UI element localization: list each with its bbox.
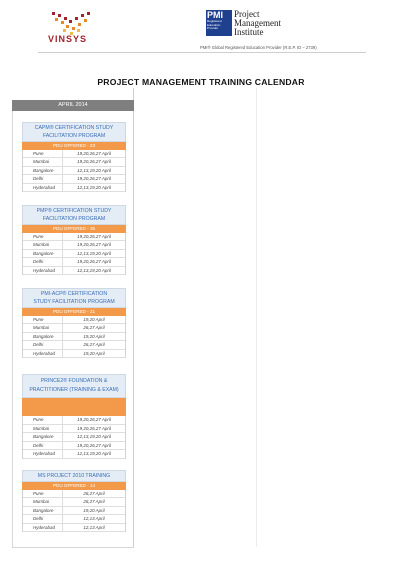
dates-cell: 12,13,19,20 April — [77, 451, 111, 457]
dates-cell: 12,13,19,20 April — [77, 167, 111, 173]
pmi-logo-icon — [206, 10, 232, 36]
city-cell: Bangalore — [23, 333, 63, 341]
program-title-line: FACILITATION PROGRAM — [42, 133, 106, 139]
table-row — [23, 167, 125, 176]
city-cell: Bangalore — [23, 250, 63, 258]
city-cell: Pune — [23, 233, 63, 241]
schedule-table — [22, 233, 126, 276]
dates-cell: 26,27 April — [83, 342, 105, 348]
dates-cell: 26,27 April — [83, 325, 105, 331]
schedule-table — [22, 416, 126, 459]
table-row — [23, 175, 125, 184]
program-title-line: PRINCE2® FOUNDATION & — [40, 378, 108, 384]
program-title-line: FACILITATION PROGRAM — [42, 216, 106, 222]
dates-cell: 19,20 April — [83, 333, 105, 339]
program-block-pmi-acp — [22, 288, 126, 358]
dates-cell: 12,13,19,20 April — [77, 184, 111, 190]
schedule-table — [22, 490, 126, 533]
table-row — [23, 241, 125, 250]
city-cell: Delhi — [23, 175, 63, 183]
pdu-badge: PDU OFFERED - 35 — [22, 225, 126, 233]
table-row — [23, 324, 125, 333]
table-row — [23, 416, 125, 425]
program-title-line: MS PROJECT 2010 TRAINING — [37, 473, 111, 479]
program-block-prince2 — [22, 374, 126, 459]
city-cell: Pune — [23, 316, 63, 324]
pmi-title-line: Management — [234, 18, 281, 28]
pmi-title-line: Institute — [234, 27, 264, 37]
city-cell: Pune — [23, 150, 63, 158]
program-block-ms-project — [22, 470, 126, 532]
table-row — [23, 498, 125, 507]
dates-cell: 19,20 April — [83, 316, 105, 322]
city-cell: Mumbai — [23, 425, 63, 433]
dates-cell: 26,27 April — [83, 490, 105, 496]
program-title — [22, 288, 126, 308]
table-row — [23, 350, 125, 359]
city-cell: Delhi — [23, 258, 63, 266]
dates-cell: 19,20,26,27 April — [77, 159, 111, 165]
city-cell: Hyderabad — [23, 450, 63, 458]
table-row — [23, 158, 125, 167]
table-row — [23, 433, 125, 442]
table-row — [23, 267, 125, 276]
city-cell: Hyderabad — [23, 350, 63, 358]
dates-cell: 26,27 April — [83, 499, 105, 505]
dates-cell: 19,20,26,27 April — [77, 150, 111, 156]
program-title-line: PMI-ACP® CERTIFICATION — [40, 291, 108, 297]
column-guide — [133, 88, 134, 547]
city-cell: Delhi — [23, 515, 63, 523]
table-row — [23, 316, 125, 325]
column-guide — [12, 100, 13, 547]
table-row — [23, 341, 125, 350]
city-cell: Hyderabad — [23, 267, 63, 275]
table-row — [23, 515, 125, 524]
city-cell: Mumbai — [23, 324, 63, 332]
table-row — [23, 233, 125, 242]
dates-cell: 12,13 April — [83, 516, 105, 522]
company-name: VINSYS — [48, 34, 88, 44]
pdu-badge: PDU OFFERED - 23 — [22, 142, 126, 150]
schedule-table — [22, 150, 126, 193]
month-header: APRIL 2014 — [12, 100, 134, 111]
table-row — [23, 442, 125, 451]
dates-cell: 19,20,26,27 April — [77, 425, 111, 431]
program-title — [22, 374, 126, 398]
dates-cell: 19,20,26,27 April — [77, 233, 111, 239]
table-row — [23, 425, 125, 434]
pdu-badge: PDU OFFERED - 14 — [22, 482, 126, 490]
city-cell: Delhi — [23, 341, 63, 349]
page-title: PROJECT MANAGEMENT TRAINING CALENDAR — [97, 77, 305, 87]
column-guide — [256, 88, 257, 547]
table-row — [23, 450, 125, 459]
city-cell: Hyderabad — [23, 184, 63, 192]
table-row — [23, 184, 125, 193]
program-title — [22, 122, 126, 142]
pmi-title — [234, 10, 281, 37]
city-cell: Bangalore — [23, 167, 63, 175]
city-cell: Mumbai — [23, 241, 63, 249]
bottom-divider — [12, 547, 134, 548]
provider-note: PMI® Global Registered Education Provider (R.E.P. ID – 2739) — [200, 45, 317, 50]
dates-cell: 19,20,26,27 April — [77, 242, 111, 248]
city-cell: Mumbai — [23, 498, 63, 506]
pmi-logo-text: PMI — [207, 10, 224, 20]
dates-cell: 19,20,26,27 April — [77, 417, 111, 422]
city-cell: Bangalore — [23, 433, 63, 441]
city-cell: Delhi — [23, 442, 63, 450]
dates-cell: 12,13,19,20 April — [77, 434, 111, 440]
header-divider — [38, 52, 366, 53]
city-cell: Bangalore — [23, 507, 63, 515]
table-row — [23, 258, 125, 267]
table-row — [23, 524, 125, 533]
dates-cell: 19,20,26,27 April — [77, 259, 111, 265]
program-title-line: STUDY FACILITATION PROGRAM — [33, 299, 115, 305]
city-cell: Pune — [23, 490, 63, 498]
table-row — [23, 507, 125, 516]
pmi-logo-sub: Registered Education Provider — [207, 19, 222, 30]
program-title-line: CAPM® CERTIFICATION STUDY — [34, 125, 114, 131]
program-block-pmp — [22, 205, 126, 275]
dates-cell: 19,20 April — [83, 507, 105, 513]
program-title — [22, 205, 126, 225]
dates-cell: 19,20,26,27 April — [77, 176, 111, 182]
dates-cell: 12,13,19,20 April — [77, 250, 111, 256]
dates-cell: 12,13 April — [83, 524, 105, 530]
table-row — [23, 490, 125, 499]
city-cell: Hyderabad — [23, 524, 63, 532]
table-row — [23, 333, 125, 342]
program-title-line: PRACTITIONER (TRAINING & EXAM) — [29, 387, 119, 393]
program-title — [22, 470, 126, 482]
dates-cell: 19,20 April — [83, 350, 105, 356]
program-block-capm — [22, 122, 126, 192]
table-row — [23, 150, 125, 159]
city-cell: Mumbai — [23, 158, 63, 166]
pdu-badge — [22, 398, 126, 416]
pdu-badge: PDU OFFERED - 21 — [22, 308, 126, 316]
program-title-line: PMP® CERTIFICATION STUDY — [36, 208, 112, 214]
city-cell: Pune — [23, 416, 63, 424]
dates-cell: 19,20,26,27 April — [77, 442, 111, 448]
dates-cell: 12,13,19,20 April — [77, 267, 111, 273]
table-row — [23, 250, 125, 259]
schedule-table — [22, 316, 126, 359]
pmi-title-line: Project — [234, 9, 260, 19]
